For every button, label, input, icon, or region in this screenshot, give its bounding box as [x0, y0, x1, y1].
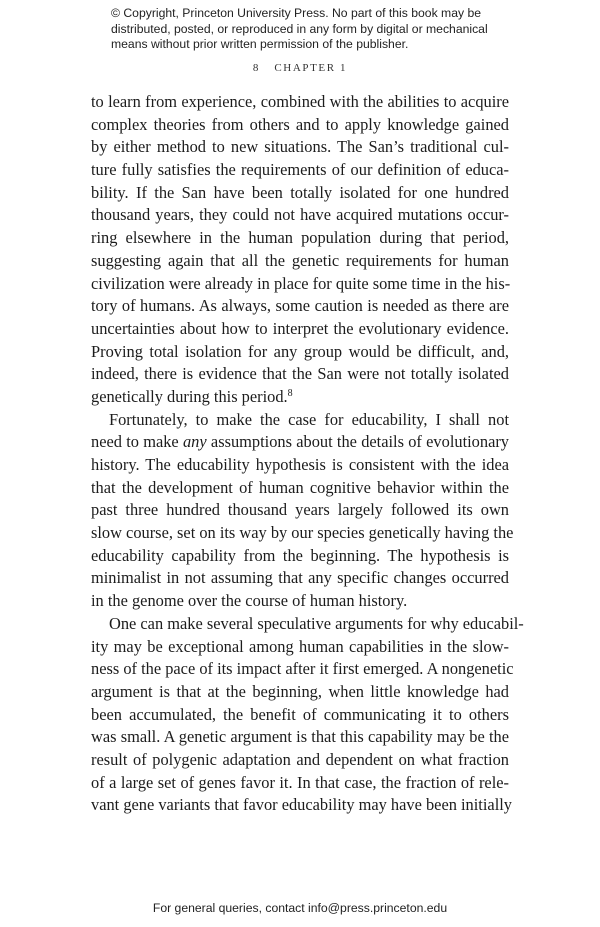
text-line: ring elsewhere in the human population during that period, — [91, 228, 509, 248]
text-line: educability capability from the beginning. The hypothesis is — [91, 545, 509, 565]
text-line: that the development of human cognitive behavior within the — [91, 477, 509, 497]
paragraph-2 — [91, 409, 514, 613]
text-line: history. The educability hypothesis is consistent with the idea — [91, 455, 509, 474]
paragraph-3 — [91, 613, 524, 817]
text-line: Proving total isolation for any group would be difficult, and, — [91, 341, 509, 361]
copyright-notice — [111, 6, 531, 53]
text-line: by either method to new situations. The San’s traditional cul- — [91, 137, 509, 157]
text-segment: need to make — [91, 432, 183, 452]
footnote-reference[interactable]: 8 — [287, 387, 293, 399]
running-head — [0, 62, 600, 74]
text-line: been accumulated, the benefit of communicating it to others — [91, 704, 509, 724]
text-line: result of polygenic adaptation and dependent on what fraction — [91, 749, 509, 769]
footer-contact: For general queries, contact info@press.princeton.edu — [152, 901, 448, 915]
text-line: Fortunately, to make the case for educability, I shall not — [109, 409, 509, 429]
emphasis-text: any — [182, 432, 207, 452]
text-line: One can make several speculative arguments for why educabil- — [109, 613, 524, 633]
text-line: minimalist in not assuming that any specific changes occurred — [91, 568, 509, 588]
text-line: civilization were already in place for quite some time in the his- — [91, 273, 511, 293]
paragraph-1 — [91, 91, 509, 409]
text-line: thousand years, they could not have acquired mutations occur- — [91, 205, 509, 225]
text-line: uncertainties about how to interpret the evolutionary evidence. — [91, 318, 509, 338]
copyright-line: © Copyright, Princeton University Press. No part of this book may be — [111, 6, 482, 20]
text-line: was small. A genetic argument is that this capability may be the — [91, 727, 509, 747]
chapter-label: CHAPTER 1 — [274, 62, 348, 74]
copyright-line: means without prior written permission of the publisher. — [111, 37, 409, 51]
text-line: argument is that at the beginning, when little knowledge had — [91, 681, 509, 701]
text-line: to learn from experience, combined with the abilities to acquire — [91, 92, 509, 111]
text-line: in the genome over the course of human history. — [91, 591, 408, 611]
text-line: indeed, there is evidence that the San were not totally isolated — [91, 364, 509, 384]
text-line: suggesting again that all the genetic requirements for human — [91, 250, 509, 270]
page-number: 8 — [252, 62, 260, 74]
text-line: ity may be exceptional among human capabilities in the slow- — [91, 636, 509, 656]
text-line: vant gene variants that favor educability may have been initially — [91, 795, 512, 815]
text-segment: assumptions about the details of evolutionary — [206, 432, 509, 452]
text-line: complex theories from others and to apply knowledge gained — [91, 114, 509, 134]
text-line: of a large set of genes favor it. In that case, the fraction of rele- — [91, 772, 509, 792]
text-line: tory of humans. As always, some caution is needed as there are — [91, 296, 509, 316]
text-line — [91, 431, 509, 454]
page-body — [91, 91, 524, 817]
text-line: bility. If the San have been totally isolated for one hundred — [91, 182, 509, 202]
text-line: slow course, set on its way by our species genetically having the — [91, 523, 514, 543]
copyright-line: distributed, posted, or reproduced in any form by digital or mechanical — [111, 21, 488, 36]
text-line — [91, 386, 509, 409]
text-line-content: genetically during this period. — [91, 386, 288, 406]
text-line: past three hundred thousand years largely followed its own — [91, 500, 509, 520]
text-line: ness of the pace of its impact after it first emerged. A nongenetic — [91, 659, 514, 679]
text-line: ture fully satisfies the requirements of our definition of educa- — [91, 160, 509, 180]
